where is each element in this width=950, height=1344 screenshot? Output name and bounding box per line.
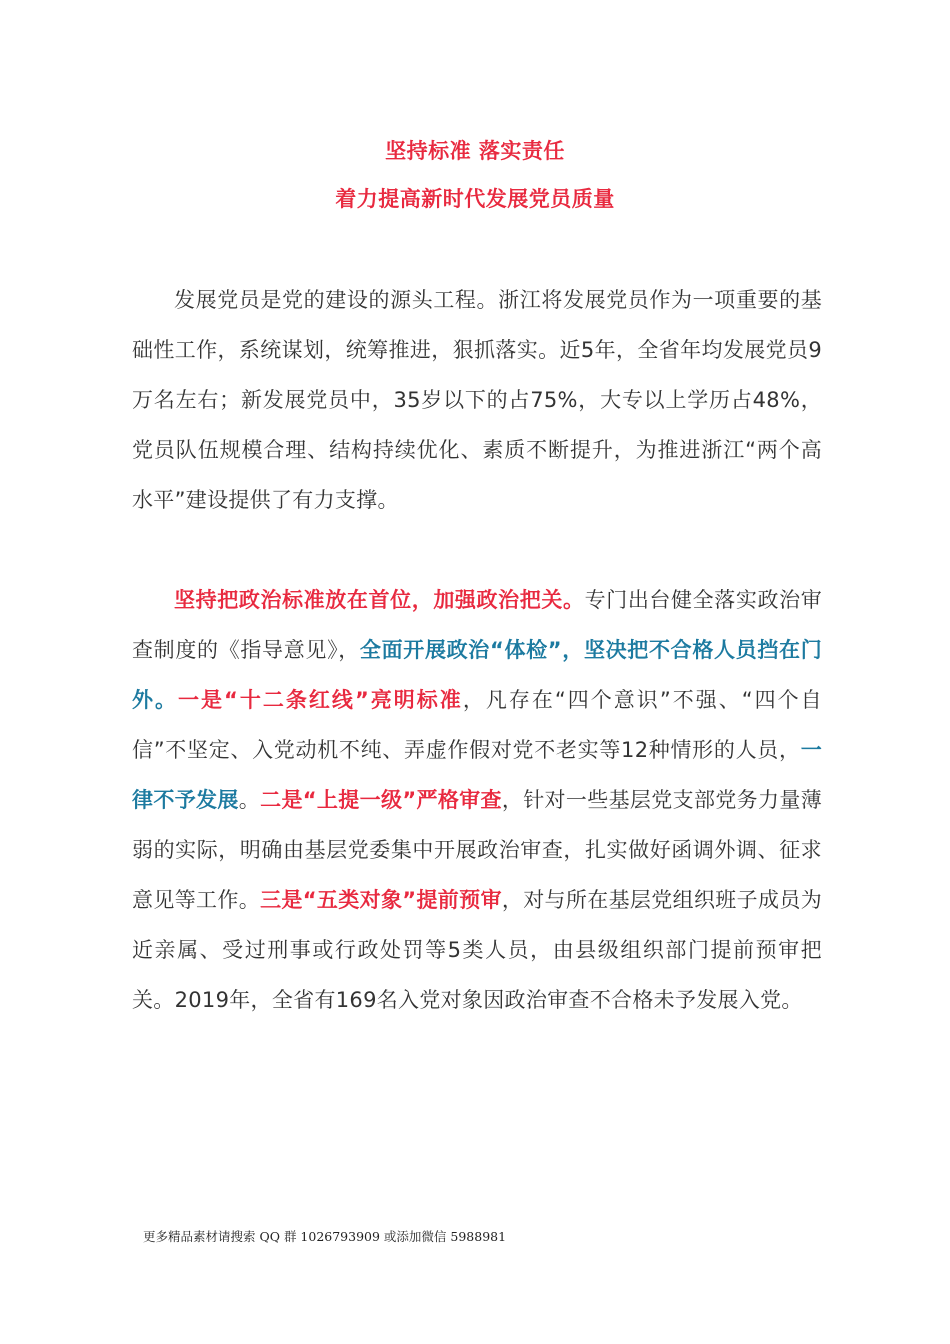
point-three-heading: 三是“五类对象”提前预审 xyxy=(260,888,502,912)
title-line-2: 着力提高新时代发展党员质量 xyxy=(335,187,615,211)
body-text: 专门出台健全落实政治审查制度的《指导意见》， xyxy=(132,588,822,662)
body-text: 。 xyxy=(238,788,261,812)
point-one-heading: 一是“十二条红线”亮明标准 xyxy=(178,688,463,712)
highlight-sentence: 全面开展政治“体检”，坚决把不合格人员挡在门外。 xyxy=(132,638,822,712)
point-two-heading: 二是“上提一级”严格审查 xyxy=(260,788,502,812)
body-text: ，对与所在基层党组织班子成员为近亲属、受过刑事或行政处罚等5类人员，由县级组织部门提前预审把关。2019年，全省有169名入党对象因政治审查不合格未予发展入党。 xyxy=(132,888,822,1012)
title-line-1: 坚持标准 落实责任 xyxy=(385,139,565,163)
footer-note: 更多精品素材请搜索 QQ 群 1026793909 或添加微信 5988981 xyxy=(143,1229,507,1244)
body-text: ，针对一些基层党支部党务力量薄弱的实际，明确由基层党委集中开展政治审查，扎实做好函调外调、征求意见等工作。 xyxy=(132,788,823,912)
heading-sentence: 坚持把政治标准放在首位，加强政治把关。 xyxy=(174,588,585,612)
paragraph-intro: 发展党员是党的建设的源头工程。浙江将发展党员作为一项重要的基础性工作，系统谋划，统筹推进，狠抓落实。近5年，全省年均发展党员9万名左右；新发展党员中，35岁以下的占75%，大专以上学历占48%，党员队伍规模合理、结构持续优化、素质不断提升，为推进浙江“两个高水平”建设提供了有力支撑。 xyxy=(132,288,822,512)
body-text: ，凡存在“四个意识”不强、“四个自信”不坚定、入党动机不纯、弄虚作假对党不老实等12种情形的人员， xyxy=(132,688,822,762)
paragraph-political-review xyxy=(132,575,822,1025)
highlight-phrase: 一律不予发展 xyxy=(132,738,822,812)
